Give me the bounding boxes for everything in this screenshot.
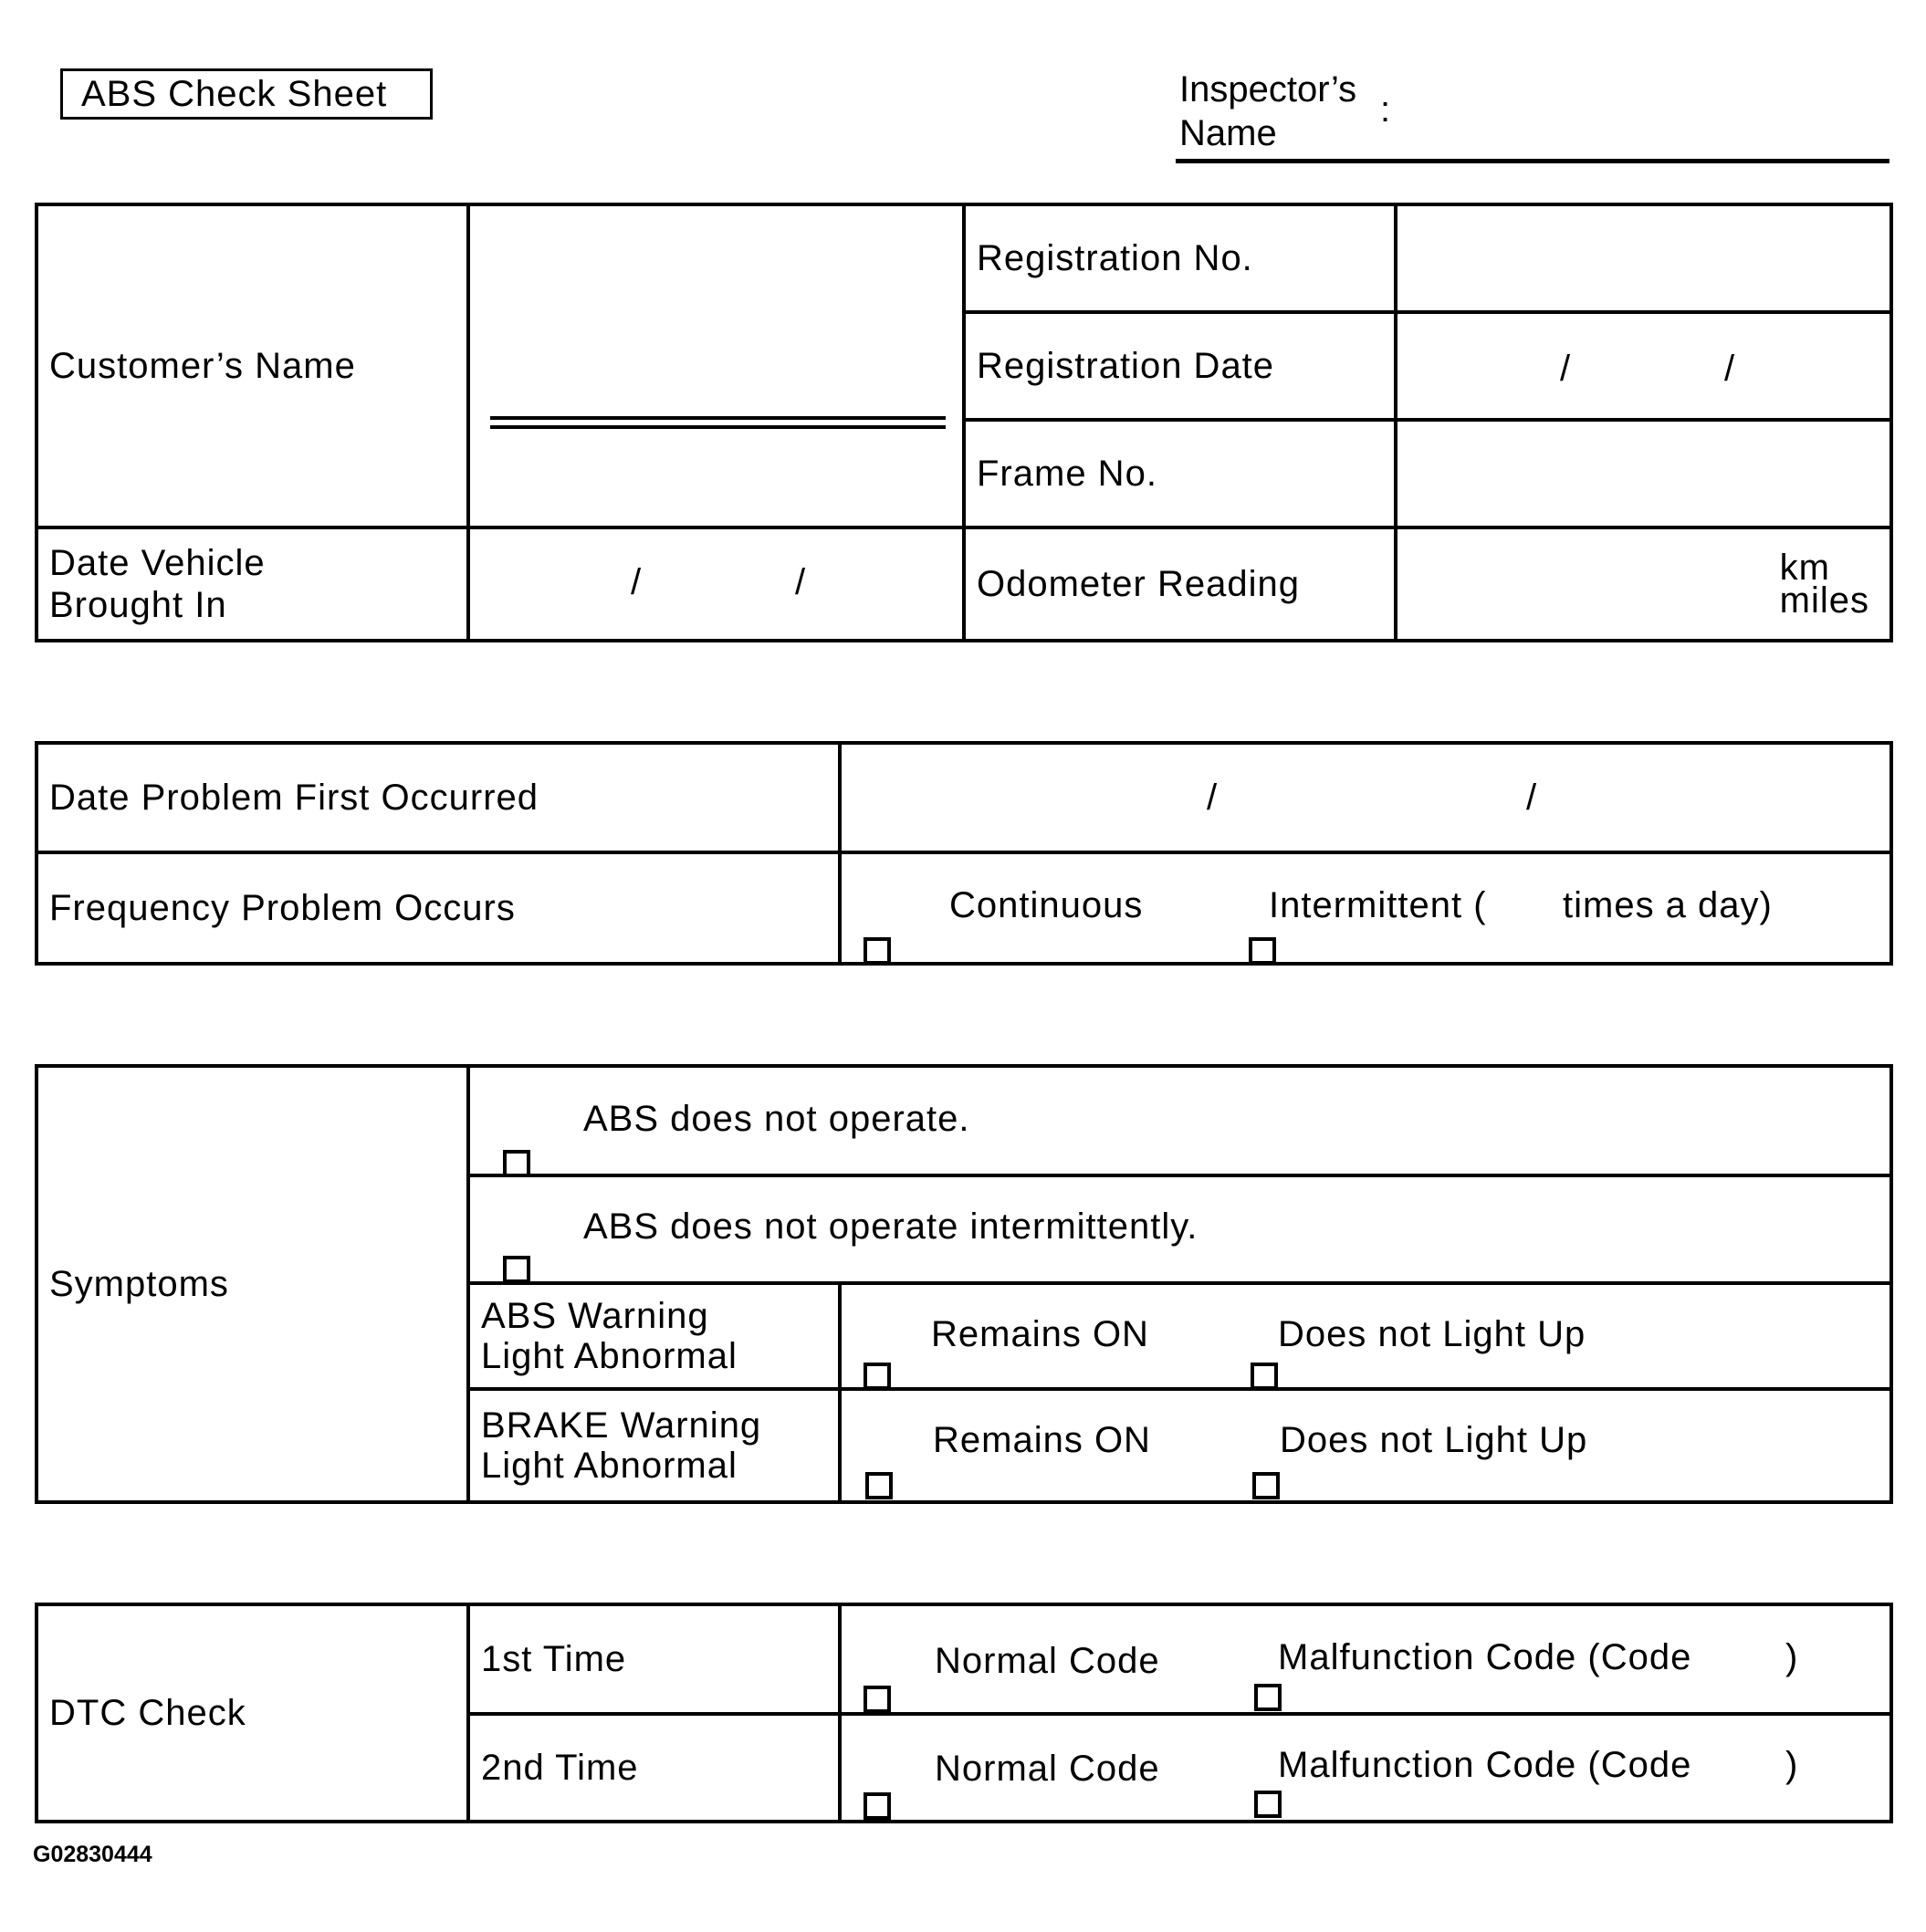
date-first-occurred-field[interactable] (840, 743, 1891, 852)
date-brought-in-line1: Date Vehicle (49, 543, 266, 583)
dtc-second-time-label: 2nd Time (468, 1714, 840, 1822)
abs-warning-line2: Light Abnormal (481, 1336, 738, 1376)
abs-warning-options (840, 1283, 1891, 1389)
dtc-table (35, 1603, 1893, 1823)
intermittent-label: Intermittent ( (1269, 885, 1487, 925)
second-code-close-paren: ) (1785, 1745, 1799, 1785)
brake-warning-line1: BRAKE Warning (481, 1405, 762, 1446)
registration-date-label: Registration Date (964, 312, 1396, 420)
second-normal-code-label: Normal Code (935, 1749, 1160, 1789)
abs-remains-on-label: Remains ON (931, 1314, 1149, 1354)
date-brought-in-label (37, 527, 468, 641)
abs-not-light-up-label: Does not Light Up (1278, 1314, 1586, 1354)
unit-km: km (1779, 548, 1830, 588)
odometer-units (1779, 548, 1869, 621)
second-normal-code-checkbox[interactable] (864, 1792, 891, 1820)
abs-warning-label (468, 1283, 840, 1389)
dtc-first-time-label: 1st Time (468, 1604, 840, 1714)
no-operate-label: ABS does not operate. (583, 1099, 970, 1139)
brake-warning-label (468, 1389, 840, 1502)
first-normal-code-label: Normal Code (935, 1641, 1160, 1681)
unit-miles: miles (1779, 580, 1869, 621)
no-operate-intermittent-checkbox[interactable] (503, 1256, 530, 1283)
figure-id: G02830444 (33, 1842, 152, 1867)
abs-warning-line1: ABS Warning (481, 1296, 709, 1336)
brake-warning-line2: Light Abnormal (481, 1446, 738, 1486)
first-code-close-paren: ) (1785, 1637, 1799, 1677)
inspector-name-field[interactable] (1176, 159, 1889, 163)
dtc-first-time-options (840, 1604, 1891, 1714)
registration-no-label: Registration No. (964, 204, 1396, 312)
first-malfunction-code-checkbox[interactable] (1254, 1684, 1282, 1711)
frame-no-label: Frame No. (964, 420, 1396, 527)
date-separator: / (1560, 349, 1572, 389)
second-malfunction-code-label: Malfunction Code (Code (1278, 1745, 1692, 1785)
inspector-colon: : (1380, 89, 1391, 130)
abs-remains-on-checkbox[interactable] (864, 1363, 891, 1390)
date-separator: / (631, 562, 643, 602)
continuous-label: Continuous (949, 885, 1144, 925)
date-brought-in-field[interactable] (468, 527, 964, 641)
dtc-check-label: DTC Check (37, 1604, 468, 1822)
first-malfunction-code-label: Malfunction Code (Code (1278, 1637, 1692, 1677)
brake-not-light-up-checkbox[interactable] (1252, 1472, 1280, 1499)
frame-no-field[interactable] (1396, 420, 1891, 527)
inspector-name-label (1179, 68, 1356, 155)
frequency-options (840, 852, 1891, 964)
date-brought-in-line2: Brought In (49, 585, 227, 625)
odometer-label: Odometer Reading (964, 527, 1396, 641)
inspector-label-line2: Name (1179, 113, 1277, 153)
intermittent-checkbox[interactable] (1249, 937, 1276, 965)
symptom-no-operate-row (468, 1066, 1891, 1175)
problem-table (35, 741, 1893, 966)
second-malfunction-code-checkbox[interactable] (1254, 1791, 1282, 1818)
symptom-no-operate-intermittent-row (468, 1175, 1891, 1283)
inspector-label-line1: Inspector’s (1179, 69, 1357, 110)
brake-warning-options (840, 1389, 1891, 1502)
customer-name-field[interactable] (468, 204, 964, 527)
date-separator: / (1207, 778, 1219, 818)
first-normal-code-checkbox[interactable] (864, 1686, 891, 1713)
date-separator: / (1526, 778, 1538, 818)
no-operate-checkbox[interactable] (503, 1150, 530, 1177)
times-a-day-label: times a day) (1563, 885, 1773, 925)
date-separator: / (795, 562, 807, 602)
frequency-label: Frequency Problem Occurs (37, 852, 840, 964)
date-first-occurred-label: Date Problem First Occurred (37, 743, 840, 852)
abs-not-light-up-checkbox[interactable] (1251, 1363, 1278, 1390)
symptoms-table (35, 1064, 1893, 1504)
brake-not-light-up-label: Does not Light Up (1280, 1420, 1588, 1460)
registration-date-field[interactable] (1396, 312, 1891, 420)
dtc-second-time-options (840, 1714, 1891, 1822)
no-operate-intermittent-label: ABS does not operate intermittently. (583, 1206, 1199, 1247)
symptoms-label: Symptoms (37, 1066, 468, 1502)
date-separator: / (1724, 349, 1736, 389)
brake-remains-on-checkbox[interactable] (865, 1472, 893, 1499)
continuous-checkbox[interactable] (864, 937, 891, 965)
sheet-title: ABS Check Sheet (60, 68, 433, 120)
vehicle-info-table (35, 203, 1893, 642)
odometer-field[interactable] (1396, 527, 1891, 641)
customer-name-double-line (490, 416, 946, 429)
registration-no-field[interactable] (1396, 204, 1891, 312)
customer-name-label: Customer’s Name (37, 204, 468, 527)
brake-remains-on-label: Remains ON (933, 1420, 1151, 1460)
